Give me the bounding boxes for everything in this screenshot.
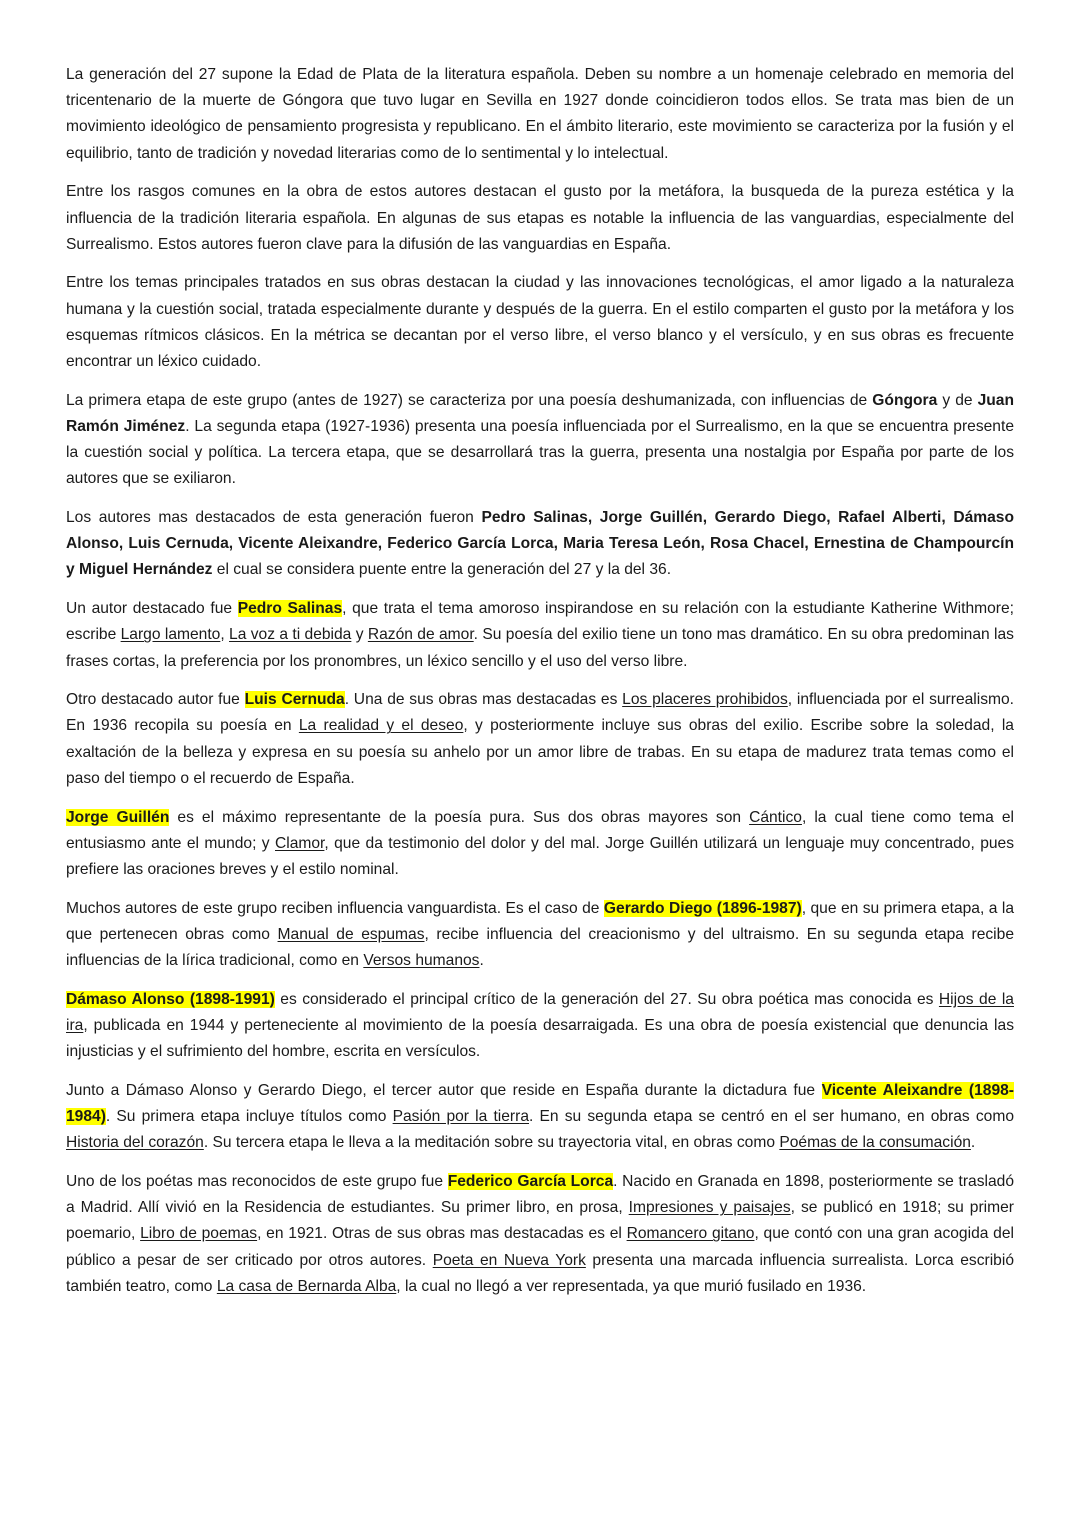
bold-text: Pedro Salinas, Jorge Guillén, Gerardo Diego, Rafael Alberti, Dámaso Alonso, Luis Cernuda, Vicente Aleixandre, Federico García Lorca, Maria Teresa León, Rosa Chacel, Ernestina de Champourcín y Miguel Hernández [66,509,1014,579]
text-run: Uno de los poétas mas reconocidos de este grupo fue [66,1173,448,1191]
text-run: , que contó con una gran acogida del público a pesar de ser criticado por otros autores. [66,1225,1014,1269]
text-run: y [351,626,368,644]
highlighted-author-name: Dámaso Alonso (1898-1991) [66,990,275,1008]
highlighted-author-name: Luis Cernuda [244,691,345,709]
text-run: el cual se considera puente entre la generación del 27 y la del 36. [212,561,672,579]
underlined-work-title: La casa de Bernarda Alba [216,1277,397,1295]
underlined-work-title: La voz a ti debida [229,626,352,644]
document-body [66,62,1014,1300]
underlined-work-title: Largo lamento [120,626,221,644]
highlighted-author-name: Pedro Salinas [237,600,343,618]
paragraph-rasgos [66,179,1014,258]
underlined-work-title: Impresiones y paisajes [628,1199,791,1217]
paragraph-salinas [66,596,1014,675]
paragraph-temas [66,270,1014,375]
underlined-work-title: Los placeres prohibidos [622,691,788,709]
underlined-work-title: Libro de poemas [140,1225,258,1243]
underlined-work-title: Poeta en Nueva York [432,1251,586,1269]
text-run: , [220,626,230,644]
text-run: La primera etapa de este grupo (antes de 1927) se caracteriza por una poesía deshumanizada, con influencias de [66,391,873,409]
highlighted-author-name: Jorge Guillén [66,808,170,826]
text-run: Un autor destacado fue [66,600,238,618]
text-run: , publicada en 1944 y perteneciente al movimiento de la poesía desarraigada. Es una obra de poesía existencial que denuncia las injusticias y el sufrimiento del hombre, escrita en versículos. [66,1017,1014,1061]
underlined-work-title: Romancero gitano [626,1225,755,1243]
text-run: . En su segunda etapa se centró en el ser humano, en obras como [529,1108,1014,1126]
highlighted-author-name: Vicente Aleixandre (1898-1984) [66,1081,1014,1126]
text-run: . [479,952,484,970]
bold-text: Góngora [872,391,938,409]
text-run: , se publicó en 1918; su primer poemario, [66,1199,1014,1243]
text-run: presenta una marcada influencia surrealista. Lorca escribió también teatro, como [66,1251,1014,1295]
paragraph-lorca [66,1169,1014,1300]
text-run: Muchos autores de este grupo reciben influencia vanguardista. Es el caso de [66,899,604,917]
text-run: La generación del 27 supone la Edad de Plata de la literatura española. Deben su nombre a un homenaje celebrado en memoria del tricentenario de la muerte de Góngora que tuvo lugar en Sevilla en 1927 donde coincidieron todos ellos. Se trata mas bien de un movimiento ideológico de pensamiento progresista y republicano. En el ámbito literario, este movimiento se caracteriza por la fusión y el equilibrio, tanto de tradición y novedad literarias como de lo sentimental y lo intelectual. [66,66,1014,162]
text-run: . Su tercera etapa le lleva a la meditación sobre su trayectoria vital, en obras como [203,1134,780,1152]
text-run: Otro destacado autor fue [66,691,245,709]
text-run: , influenciada por el surrealismo. En 1936 recopila su poesía en [66,691,1015,735]
text-run: . Una de sus obras mas destacadas es [344,691,623,709]
underlined-work-title: Versos humanos [363,952,480,970]
paragraph-guillen [66,805,1014,884]
text-run: es el máximo representante de la poesía pura. Sus dos obras mayores son [169,808,750,826]
highlighted-author-name: Federico García Lorca [447,1173,614,1191]
text-run: , que en su primera etapa, a la que pertenecen obras como [66,899,1014,943]
underlined-work-title: Poémas de la consumación [779,1134,971,1152]
underlined-work-title: Clamor [275,834,325,852]
text-run: Entre los rasgos comunes en la obra de estos autores destacan el gusto por la metáfora, la busqueda de la pureza estética y la influencia de la tradición literaria española. En algunas de sus etapas es notable la influencia de las vanguardias, especialmente del Surrealismo. Estos autores fueron clave para la difusión de las vanguardias en España. [66,183,1014,253]
paragraph-aleixandre [66,1078,1014,1157]
paragraph-intro [66,62,1014,167]
text-run: . Su primera etapa incluye títulos como [105,1108,393,1126]
underlined-work-title: La realidad y el deseo [298,717,464,735]
text-run: Junto a Dámaso Alonso y Gerardo Diego, el tercer autor que reside en España durante la dictadura fue [66,1081,822,1099]
text-run: , y posteriormente incluye sus obras del exilio. Escribe sobre la soledad, la exaltación de la belleza y expresa en su poesía su anhelo por un amor libre de trabas. En su etapa de madurez trata temas como el paso del tiempo o el recuerdo de España. [66,717,1014,787]
paragraph-etapas [66,388,1014,493]
text-run: . [970,1134,976,1152]
text-run: . Nacido en Granada en 1898, posteriormente se trasladó a Madrid. Allí vivió en la Residencia de estudiantes. Su primer libro, en prosa, [66,1173,1015,1217]
text-run: , la cual no llegó a ver representada, ya que murió fusilado en 1936. [396,1277,867,1295]
paragraph-cernuda [66,687,1014,792]
paragraph-alonso [66,987,1014,1066]
underlined-work-title: Historia del corazón [66,1134,204,1152]
text-run: , que trata el tema amoroso inspirandose en su relación con la estudiante Katherine Withmore; escribe [66,600,1015,644]
text-run: , en 1921. Otras de sus obras mas destacadas es el [257,1225,627,1243]
text-run: y de [937,391,978,409]
text-run: . Su poesía del exilio tiene un tono mas dramático. En su obra predominan las frases cortas, la preferencia por los pronombres, un léxico sencillo y el uso del verso libre. [66,626,1014,670]
underlined-work-title: Pasión por la tierra [392,1108,529,1126]
text-run: Entre los temas principales tratados en sus obras destacan la ciudad y las innovaciones tecnológicas, el amor ligado a la naturaleza humana y la cuestión social, tratada especialmente durante y después de la guerra. En el estilo comparten el gusto por la metáfora y los esquemas rítmicos clásicos. En la métrica se decantan por el verso libre, el verso blanco y el versículo, y en sus obras es frecuente encontrar un léxico cuidado. [66,274,1014,371]
underlined-work-title: Hijos de la ira [66,990,1014,1034]
highlighted-author-name: Gerardo Diego (1896-1987) [603,899,802,917]
text-run: , que da testimonio del dolor y del mal. Jorge Guillén utilizará un lenguaje muy concentrado, pues prefiere las oraciones breves y el estilo nominal. [66,834,1015,878]
paragraph-autores [66,505,1014,584]
bold-text: Juan Ramón Jiménez [66,391,1015,435]
text-run: , la cual tiene como tema el entusiasmo ante el mundo; y [66,808,1014,852]
text-run: . La segunda etapa (1927-1936) presenta una poesía influenciada por el Surrealismo, en la que se encuentra presente la cuestión social y política. La tercera etapa, que se desarrollará tras la guerra, presenta una nostalgia por España por parte de los autores que se exiliaron. [66,417,1014,488]
text-run: Los autores mas destacados de esta generación fueron [66,509,482,527]
paragraph-diego [66,896,1014,975]
underlined-work-title: Cántico [749,808,802,826]
underlined-work-title: Manual de espumas [277,925,425,943]
underlined-work-title: Razón de amor [367,626,474,644]
text-run: es considerado el principal crítico de la generación del 27. Su obra poética mas conocida es [274,990,939,1008]
text-run: , recibe influencia del creacionismo y del ultraismo. En su segunda etapa recibe influencias de la lírica tradicional, como en [66,925,1014,970]
